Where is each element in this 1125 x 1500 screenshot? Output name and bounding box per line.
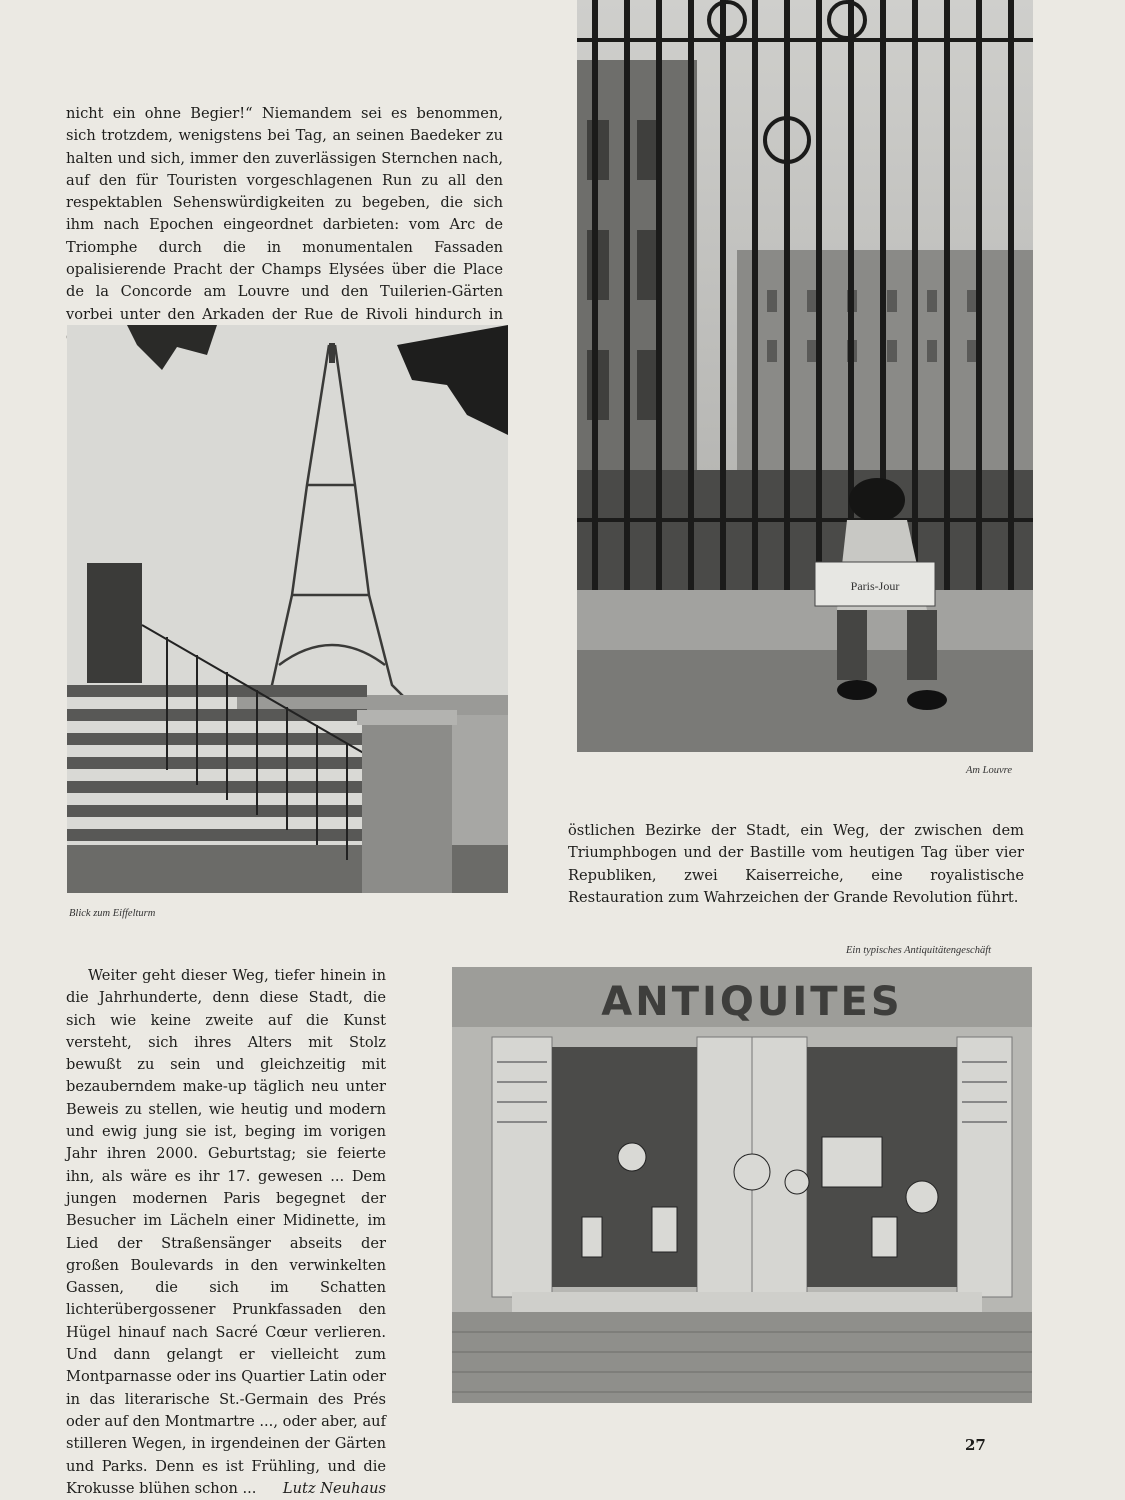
paragraph-bottom-text: Weiter geht dieser Weg, tiefer hinein in die Jahrhunderte, denn diese Stadt, die sich wie keine zweite auf die Kunst versteht, sich ihres Alters mit Stolz bewußt zu sein und gleichzeitig mit bezauberndem make-up täglich neu unter Beweis zu stellen, wie heutig und modern und ewig jung sie ist, beging im vorigen Jahr ihren 2000. Geburtstag; sie feierte ihn, als wäre es ihr 17. gewesen ... Dem jungen modernen Paris begegnet der Besucher im Lächeln einer Midinette, im Lied der Straßensänger abseits der großen Boulevards in den verwinkelten Gassen, die sich im Schatten lichterübergossener Prunkfassaden den Hügel hinauf nach Sacré Cœur verlieren. Und dann gelangt er vielleicht zum Montparnasse oder ins Quartier Latin oder in das literarische St.-Germain des Prés oder auf den Montmartre ..., oder aber, auf stilleren Wegen, in irgendeinen der Gärten und Parks. Denn es ist Frühling, und die Krokusse blühen schon ...	[66, 967, 386, 1497]
paragraph-bottom	[66, 965, 386, 1500]
paragraph-middle: östlichen Bezirke der Stadt, ein Weg, der zwischen dem Triumphbogen und der Bastille vom heutigen Tag über vier Republiken, zwei Kaiserreiche, eine royalistische Restauration zum Wahrzeichen der Grande Revolution führt.	[568, 822, 1024, 906]
louvre-photo	[577, 0, 1033, 752]
page-number: 27	[965, 1436, 986, 1454]
shop-sign-text: ANTIQUITES	[601, 979, 903, 1025]
paragraph-top: nicht ein ohne Begier!“ Niemandem sei es benommen, sich trotzdem, wenigstens bei Tag, an seinen Baedeker zu halten und sich, immer den zuverlässigen Sternchen nach, auf den für Touristen vorgeschlagenen Run zu all den respektablen Sehenswürdigkeiten zu begeben, die sich ihm nach Epochen eingeordnet darbieten: vom Arc de Triomphe durch die in monumentalen Fassaden opalisierende Pracht der Champs Elysées über die Place de la Concorde am Louvre und den Tuilerien-Gärten vorbei unter den Arkaden der Rue de Rivoli hindurch in	[66, 105, 503, 323]
article-text-bottom	[66, 965, 386, 1500]
caption-louvre: Am Louvre	[966, 765, 1012, 776]
caption-antiques: Ein typisches Antiquitätengeschäft	[846, 945, 992, 956]
newspaper-label: Paris-Jour	[850, 579, 900, 593]
article-text-top	[66, 103, 503, 348]
caption-eiffel: Blick zum Eiffelturm	[69, 908, 156, 919]
author-signature: Lutz Neuhaus	[282, 1479, 386, 1497]
article-text-middle	[568, 820, 1024, 909]
eiffel-photo	[67, 325, 508, 893]
antiques-photo	[452, 967, 1032, 1403]
